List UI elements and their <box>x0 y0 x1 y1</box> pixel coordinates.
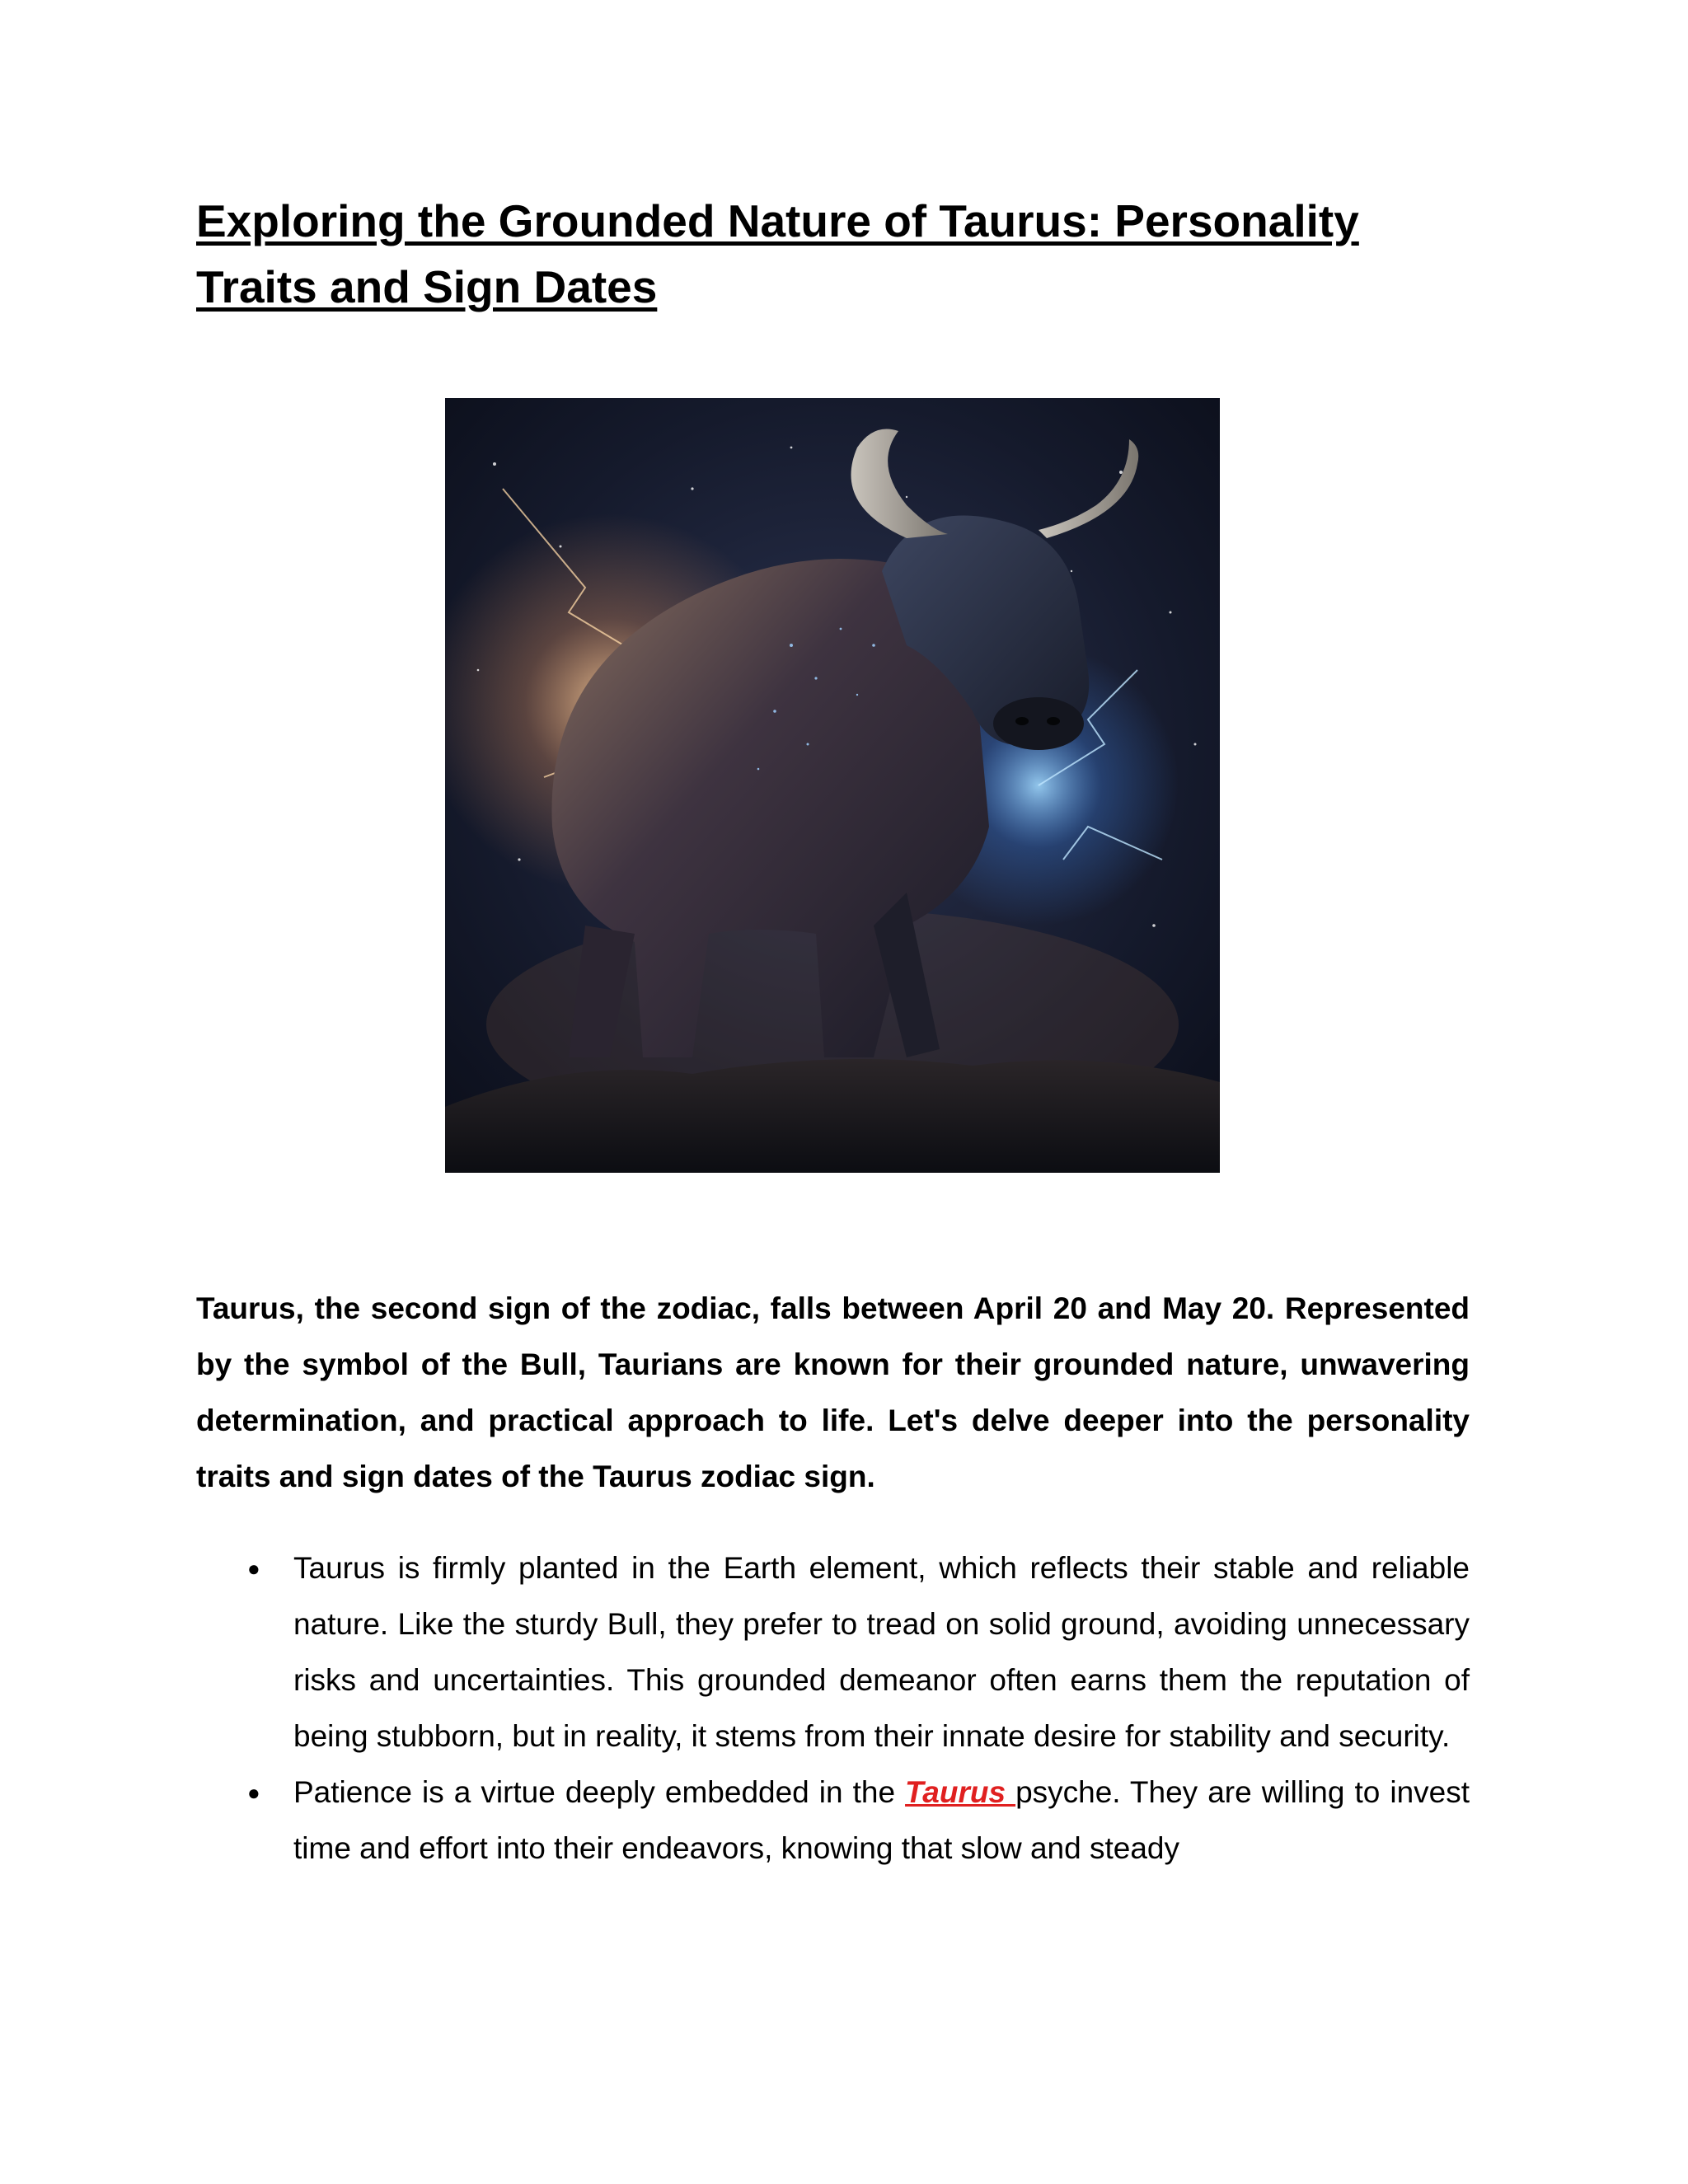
list-item <box>196 1540 1470 1765</box>
list-item <box>196 1765 1470 1877</box>
bull-illustration <box>445 398 1220 1173</box>
trait-text-before-link: Patience is a virtue deeply embedded in the <box>293 1775 906 1809</box>
trait-text-after-link: psyche. They are willing to invest time and effort into their endeavors, knowing that slow and steady <box>293 1775 1470 1865</box>
taurus-bull-image <box>445 398 1220 1173</box>
intro-paragraph: Taurus, the second sign of the zodiac, falls between April 20 and May 20. Represented by the symbol of the Bull, Taurians are known for their grounded nature, unwavering determination, and practical approach to life. Let's delve deeper into the personality traits and sign dates of the Taurus zodiac sign. <box>196 1291 1470 1493</box>
taurus-link[interactable]: Taurus <box>905 1775 1016 1809</box>
bullet-icon: ● <box>247 1556 260 1581</box>
trait-text: Taurus is firmly planted in the Earth element, which reflects their stable and reliable nature. Like the sturdy Bull, they prefer to tread on solid ground, avoiding unnecessary risks and uncertainties. This grounded demeanor often earns them the reputation of being stubborn, but in reality, it stems from their innate desire for stability and security. <box>293 1551 1470 1753</box>
bullet-icon: ● <box>247 1780 260 1805</box>
traits-list <box>196 1540 1470 1877</box>
page-title: Exploring the Grounded Nature of Taurus: Personality Traits and Sign Dates <box>196 195 1359 312</box>
